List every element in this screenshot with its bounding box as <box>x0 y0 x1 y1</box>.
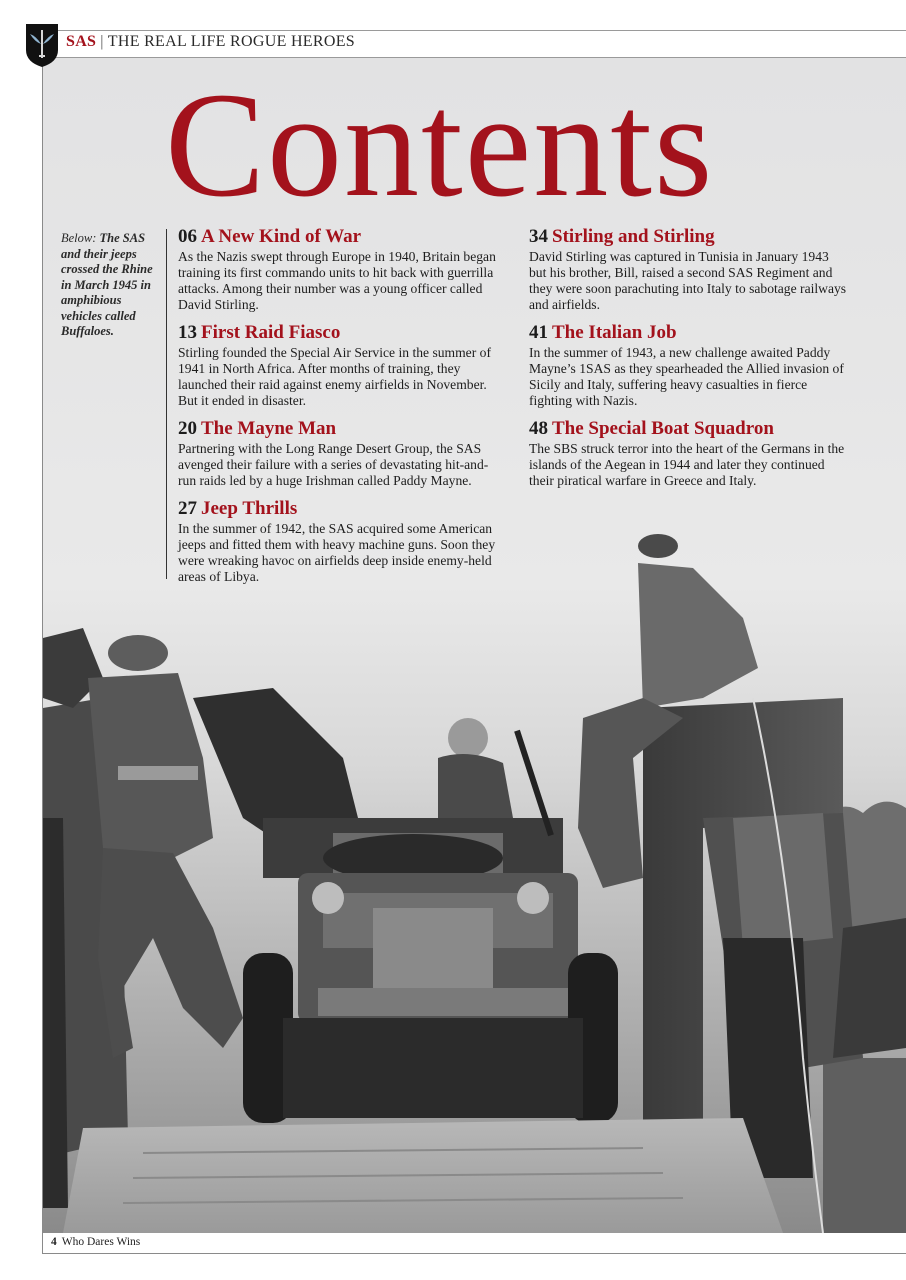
contents-entry[interactable] <box>529 226 847 313</box>
entry-title: The Mayne Man <box>201 418 337 439</box>
entry-description: David Stirling was captured in Tunisia in January 1943 but his brother, Bill, raised a second SAS Regiment and they were soon parachuting into Italy to sabotage railways and airfields. <box>529 249 847 312</box>
entry-description: In the summer of 1942, the SAS acquired some American jeeps and fitted them with heavy machine guns. Soon they were wreaking havoc on airfields deep inside enemy-held areas of Libya. <box>178 521 496 584</box>
entry-description: As the Nazis swept through Europe in 1940, Britain began training its first commando units to hit back with guerrilla attacks. Among their number was a young officer called David Stirling. <box>178 249 496 312</box>
entry-page-number: 27 <box>178 498 197 519</box>
entry-title: The Italian Job <box>552 322 677 343</box>
entry-page-number: 20 <box>178 418 197 439</box>
entry-title: The Special Boat Squadron <box>552 418 774 439</box>
entry-title: First Raid Fiasco <box>201 322 341 343</box>
contents-entry[interactable] <box>178 498 496 585</box>
running-header <box>66 33 355 51</box>
entry-title: Jeep Thrills <box>201 498 298 519</box>
page-footer <box>51 1236 140 1248</box>
footer-publication: Who Dares Wins <box>61 1236 141 1248</box>
contents-entry[interactable] <box>178 322 496 409</box>
entry-page-number: 48 <box>529 418 548 439</box>
sas-winged-dagger-badge-icon <box>24 22 60 68</box>
caption-text: The SAS and their jeeps crossed the Rhine in March 1945 in amphibious vehicles called Buffaloes. <box>61 231 153 338</box>
header-brand: SAS <box>66 33 97 50</box>
entry-description: The SBS struck terror into the heart of the Germans in the islands of the Aegean in 1944 and later they continued their piratical warfare in Greece and Italy. <box>529 441 845 488</box>
header-separator: | <box>100 33 104 50</box>
header-title: THE REAL LIFE ROGUE HEROES <box>107 33 355 50</box>
entry-page-number: 41 <box>529 322 548 343</box>
entry-title: A New Kind of War <box>201 226 362 247</box>
entry-page-number: 06 <box>178 226 197 247</box>
entry-page-number: 34 <box>529 226 548 247</box>
entry-description: In the summer of 1943, a new challenge awaited Paddy Mayne’s 1SAS as they spearheaded the Allied invasion of Sicily and Italy, suffering heavy casualties in fierce fighting with Nazis. <box>529 345 844 408</box>
caption-lead: Below: <box>61 231 97 245</box>
page-title: Contents <box>165 62 715 228</box>
header-rule-bottom <box>42 57 906 58</box>
contents-entry[interactable] <box>529 322 847 409</box>
contents-entry[interactable] <box>178 418 496 489</box>
entry-description: Partnering with the Long Range Desert Group, the SAS avenged their failure with a series of devastating hit-and-run raids led by a huge Irishman called Paddy Mayne. <box>178 441 489 488</box>
entry-page-number: 13 <box>178 322 197 343</box>
header-rule-top <box>42 30 906 31</box>
page-frame-left <box>42 57 43 1253</box>
footer-page-number: 4 <box>51 1236 57 1248</box>
photo-caption <box>61 231 153 340</box>
contents-entry[interactable] <box>529 418 847 489</box>
contents-entry[interactable] <box>178 226 496 313</box>
page-frame-bottom <box>42 1253 906 1254</box>
entry-description: Stirling founded the Special Air Service in the summer of 1941 in North Africa. After months of training, they launched their raid against enemy airfields in November. But it ended in disaster. <box>178 345 491 408</box>
entry-title: Stirling and Stirling <box>552 226 715 247</box>
caption-divider <box>166 229 167 579</box>
